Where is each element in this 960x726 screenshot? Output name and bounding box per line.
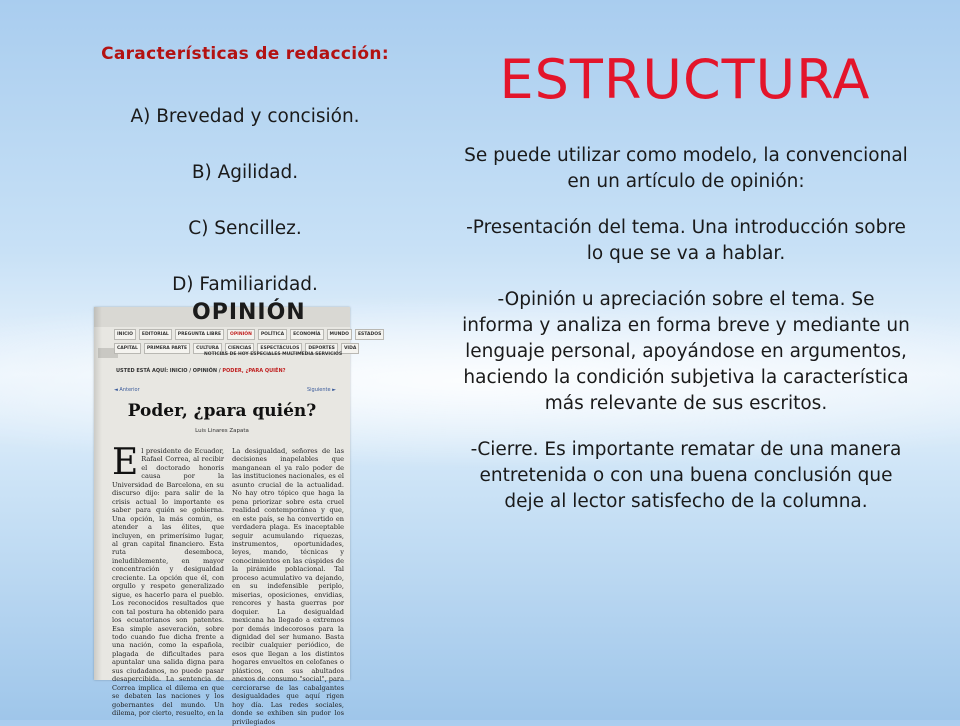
clipping-nav-item: INICIO: [114, 329, 136, 340]
structure-closing: -Cierre. Es importante rematar de una manera entretenida o con una buena conclusión que deje al lector satisfecho de la columna.: [470, 439, 902, 512]
feature-item-d: D) Familiaridad.: [172, 274, 318, 295]
clipping-nav-item: CAPITAL: [114, 343, 141, 354]
feature-item-a: A) Brevedad y concisión.: [130, 106, 360, 127]
clipping-nav-item: CULTURA: [193, 343, 222, 354]
clipping-breadcrumb-current: PODER, ¿PARA QUIÉN?: [222, 368, 286, 374]
clipping-prev: ◄ Anterior: [114, 387, 140, 393]
clipping-author: Luis Linares Zapata: [195, 428, 249, 434]
features-title: Características de redacción:: [101, 44, 389, 64]
clipping-nav-item: VIDA: [341, 343, 359, 354]
clipping-dropcap: E: [112, 442, 139, 483]
structure-title: ESTRUCTURA: [499, 48, 871, 111]
clipping-nav-item: DEPORTES: [305, 343, 338, 354]
structure-intro: Se puede utilizar como modelo, la convencional en un artículo de opinión:: [464, 145, 908, 192]
clipping-column-2: La desigualdad, señores de las decisiones inapelables que manganean el ya ralo poder de las instituciones nacionales, es el asunto crucial de la actualidad. No hay otro tópico que haga la pena priorizar sobre esta cruel realidad contemporánea y que, en este país, se ha convertido en verdadera plaga. Es inaceptable seguir acumulando riquezas, instrumentos, oportunidades, leyes, mando, técnicas y conocimientos en las cúspides de la pirámide poblacional. Tal proceso acumulativo va dejando, en su indefensible periplo, miserias, oposiciones, envidias, rencores y hasta guerras por doquier. La desigualdad mexicana ha llegado a extremos por demás indecorosos para la dignidad del ser humano. Basta recibir cualquier periódico, de esos que llegan a los distintos hogares envueltos en celofanes o plásticos, con sus abultados anexos de consumo "social", para cerciorarse de las cabalgantes desigualdades que aquí rigen hoy día. Las redes sociales, donde se exhiben sin pudor los privilegiados: [232, 447, 345, 726]
clipping-nav-item: CIENCIAS: [225, 343, 255, 354]
clipping-nav-row-1: [114, 329, 382, 340]
clipping-section-title: OPINIÓN: [192, 300, 306, 325]
structure-opinion: -Opinión u apreciación sobre el tema. Se informa y analiza en forma breve y mediante un lenguaje personal, apoyándose en argumentos, haciendo la condición subjetiva la característica más relevante de sus escritos.: [462, 289, 910, 414]
newspaper-clipping-image: [94, 300, 382, 726]
structure-text: [462, 143, 910, 535]
feature-item-b: B) Agilidad.: [191, 162, 299, 183]
clipping-nav-item: MUNDO: [327, 329, 352, 340]
clipping-nav-item: OPINIÓN: [227, 329, 255, 340]
clipping-nav-item: ESTADOS: [355, 329, 384, 340]
clipping-nav-item: PREGUNTA LIBRE: [175, 329, 224, 340]
clipping-pager: [114, 387, 336, 393]
clipping-breadcrumb: [116, 368, 286, 374]
clipping-breadcrumb-path: USTED ESTÁ AQUÍ: INICIO / OPINIÓN /: [116, 368, 221, 374]
clipping-nav-item: PRIMERA PARTE: [144, 343, 190, 354]
clipping-nav-item: ECONOMÍA: [290, 329, 323, 340]
clipping-next: Siguiente ►: [306, 387, 336, 393]
clipping-nav-item: ESPECTÁCULOS: [257, 343, 302, 354]
features-list: [60, 104, 430, 328]
clipping-nav-item: EDITORIAL: [139, 329, 172, 340]
structure-presentation: -Presentación del tema. Una introducción sobre lo que se va a hablar.: [466, 217, 906, 264]
clipping-column-1: [112, 442, 224, 718]
clipping-headline: Poder, ¿para quién?: [127, 401, 317, 421]
feature-item-c: C) Sencillez.: [188, 218, 302, 239]
clipping-column-1-text: l presidente de Ecuador, Rafael Correa, al recibir el doctorado honoris causa por la Universidad de Barcelona, en su discurso dijo: para salir de la crisis actual lo importante es saber para quién se gobierna. Una opción, la más común, es atender a las élites, que incluyen, en primerísimo lugar, al gran capital financiero. Esta ruta desemboca, ineludiblemente, en mayor concentración y desigualdad creciente. La opción que él, con orgullo y respeto generalizado sigue, es hacerlo para el pueblo. Los reconocidos resultados que con tal postura ha obtenido para los ecuatorianos son patentes. Esa simple aseveración, sobre todo cuando fue dicha frente a una nación, como la española, plagada de dificultades para apuntalar una salida digna para sus ciudadanos, no puede pasar desapercibida. La sentencia de Correa implica el dilema en que se debaten las naciones y los gobernantes del mundo. Un dilema, por cierto, resuelto, en la: [112, 447, 224, 718]
clipping-edge-shadow: [94, 307, 102, 680]
clipping-subnav: NOTICIAS DE HOY ESPECIALES MULTIMEDIA SERVICIOS: [204, 352, 343, 357]
clipping-nav-item: POLÍTICA: [258, 329, 287, 340]
